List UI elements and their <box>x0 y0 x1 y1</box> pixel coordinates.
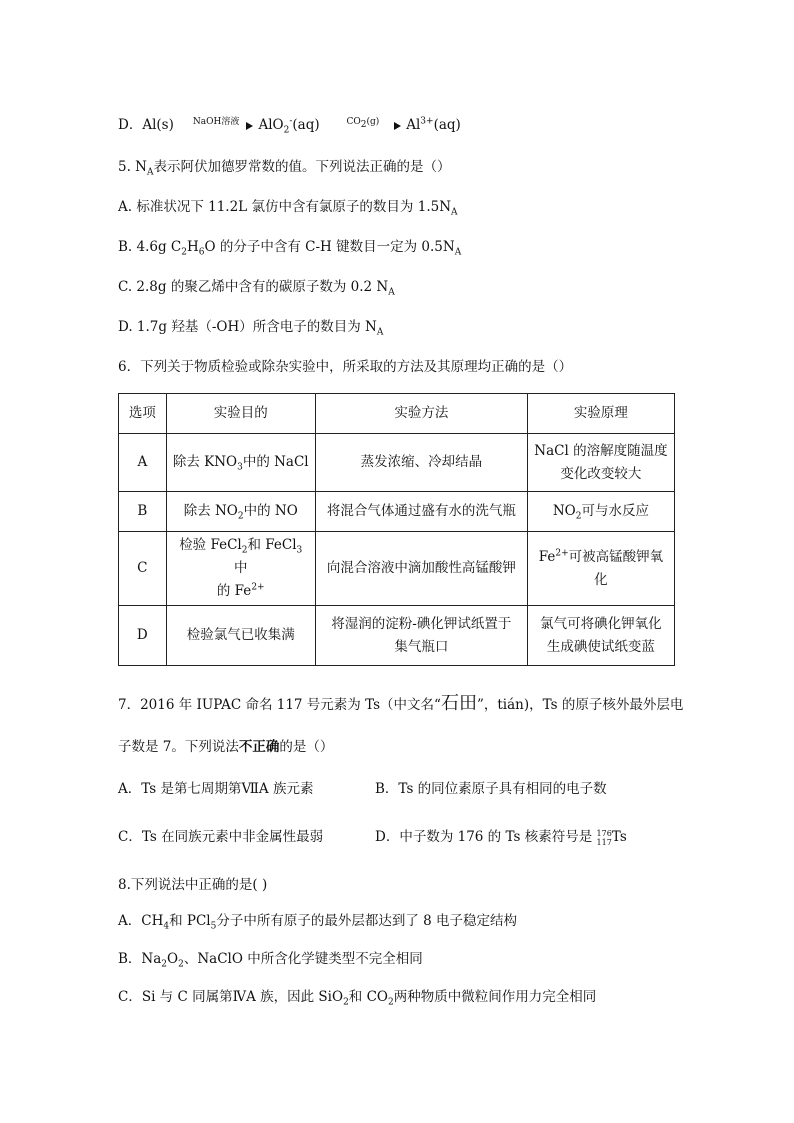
q7-option-a: A．Ts 是第七周期第ⅦA 族元素 <box>118 781 314 797</box>
q5-option-a: A. 标准状况下 11.2L 氯仿中含有氯原子的数目为 $1.5N_A$ <box>118 199 458 218</box>
table-row: C 检验 FeCl$_2$和 FeCl$_3$中 的 $Fe^{2+}$ 向混合溶液中滴加酸性高锰酸钾 $Fe^{2+}$可被高锰酸钾氧 化 <box>119 532 675 606</box>
table-row: D 检验氯气已收集满 将湿润的淀粉-碘化钾试纸置于 集气瓶口 氯气可将碘化钾氧化 生成碘使试纸变蓝 <box>119 606 675 666</box>
q5-option-b: B. 4.6g $C_2H_6O$ 的分子中含有 C-H 键数目一定为 $0.5N_A$ <box>118 239 462 258</box>
q5-stem: 5. $N_A$表示阿伏加德罗常数的值。下列说法正确的是（） <box>118 159 451 178</box>
q8-option-c: C．Si 与 C 同属第ⅣA 族，因此 SiO$_2$和 $CO_2$两种物质中微粒间作用力完全相同 <box>118 989 597 1008</box>
ts-chinese-char: 石田 <box>440 693 477 714</box>
table-header-row: 选项 实验目的 实验方法 实验原理 <box>119 394 675 434</box>
q6-stem: 6．下列关于物质检验或除杂实验中，所采取的方法及其原理均正确的是（） <box>118 359 573 375</box>
q5-option-d: D. 1.7g 羟基（-OH）所含电子的数目为 $N_A$ <box>118 319 384 338</box>
q7-stem-line1: 7．2016 年 IUPAC 命名 117 号元素为 Ts（中文名“石田”，tián)，Ts 的原子核外最外层电 <box>118 693 684 714</box>
table-row: A 除去 $KNO_3$中的 NaCl 蒸发浓缩、冷却结晶 NaCl 的溶解度随温度 变化改变较大 <box>119 434 675 492</box>
q8-option-a: A．$CH_4$和 PCl$_5$分子中所有原子的最外层都达到了 8 电子稳定结构 <box>118 913 518 932</box>
q5-option-c: C. 2.8g 的聚乙烯中含有的碳原子数为 0.2 $N_A$ <box>118 279 395 298</box>
q4-option-d: D．Al(s) NaOH溶液 AlO$_2$-(aq) $CO_2(g)$ $Al^{3+}(aq)$ <box>118 116 461 136</box>
q7-option-c: C．Ts 在同族元素中非金属性最弱 <box>118 829 324 845</box>
q7-stem-line2: 子数是 7。下列说法不正确的是（） <box>118 739 334 755</box>
q7-option-d: D．中子数为 176 的 Ts 核素符号是 176 117Ts <box>375 828 627 847</box>
q7-option-b: B．Ts 的同位素原子具有相同的电子数 <box>375 781 607 797</box>
q8-option-b: B．$Na_2O_2$、NaClO 中所含化学键类型不完全相同 <box>118 951 423 970</box>
q6-table <box>118 393 675 666</box>
q8-stem: 8.下列说法中正确的是( ) <box>118 877 268 893</box>
table-row: B 除去 $NO_2$中的 NO 将混合气体通过盛有水的洗气瓶 $NO_2$可与水反应 <box>119 492 675 532</box>
